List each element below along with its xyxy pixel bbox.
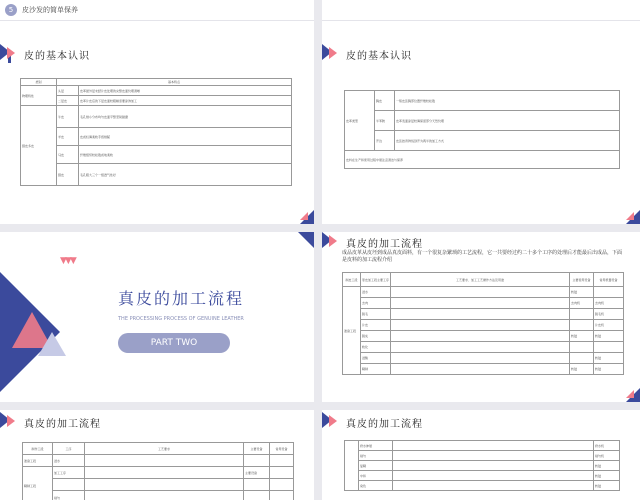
header-cell: 常用机器设备 — [594, 273, 624, 287]
device-cell: 转鼓 — [594, 481, 620, 491]
section-header-title: 皮沙发的简单保养 — [22, 6, 78, 14]
step-cell: 削匀 — [53, 491, 85, 500]
device-cell — [570, 320, 594, 331]
desc-cell — [391, 364, 570, 375]
device-cell — [244, 491, 270, 500]
section-title-cn: 真皮的加工流程 — [118, 289, 245, 308]
step-cell: 挤水伸展 — [359, 441, 393, 451]
table-header-row — [21, 79, 292, 86]
table-header-row — [23, 443, 294, 455]
table-row — [21, 164, 292, 186]
table-row — [345, 441, 620, 451]
desc-cell — [393, 461, 594, 471]
table-row — [23, 479, 294, 491]
table-row — [345, 471, 620, 481]
header-cell: 基本特点 — [57, 79, 292, 86]
table-row — [345, 451, 620, 461]
header-cell: 原皮加工段主要工序 — [361, 273, 391, 287]
machine-cell: 去肉机 — [594, 298, 624, 309]
desc-cell — [393, 451, 594, 461]
table-note-row — [345, 151, 620, 169]
step-cell: 浸水 — [53, 455, 85, 467]
header-cell: 主要使用设备 — [570, 273, 594, 287]
table-row — [345, 481, 620, 491]
slide-title: 皮的基本认识 — [346, 51, 412, 62]
table-row — [345, 461, 620, 471]
device-cell: 去肉机 — [570, 298, 594, 309]
table-row — [343, 331, 624, 342]
table-row — [23, 467, 294, 479]
sub-cell: 半苯胺 — [375, 111, 395, 131]
device-cell: 转鼓 — [594, 471, 620, 481]
text-cell: 皮质轻薄柔软手感细腻 — [79, 128, 292, 146]
sub-cell: 头层 — [57, 86, 79, 96]
table-row — [343, 364, 624, 375]
desc-cell — [391, 342, 570, 353]
step-cell — [53, 479, 85, 491]
stage-cell — [345, 441, 359, 491]
stage-cell: 准备工段 — [343, 287, 361, 375]
text-cell: 一般皮张胸部位置纤维较松散 — [395, 91, 620, 111]
category-cell: 猪皮多皮 — [21, 106, 57, 186]
step-cell: 软化 — [361, 342, 391, 353]
desc-cell — [85, 491, 244, 500]
corner-triangle-pink — [300, 212, 308, 220]
header-cell: 工艺要求、加工工艺操作方法及用途 — [391, 273, 570, 287]
title-triangle-pink — [329, 415, 337, 427]
table-row — [345, 131, 620, 151]
machine-cell — [270, 491, 294, 500]
table-row — [21, 146, 292, 164]
header-cell: 类别 — [21, 79, 57, 86]
machine-cell: 转鼓 — [594, 331, 624, 342]
desc-cell — [393, 481, 594, 491]
header-cell: 主要设备 — [244, 443, 270, 455]
table-row — [345, 91, 620, 111]
step-cell: 加工工序 — [53, 467, 85, 479]
machine-cell — [594, 287, 624, 298]
table-row — [23, 455, 294, 467]
slide-title: 真皮的加工流程 — [24, 419, 101, 430]
sub-cell: 胸皮 — [375, 91, 395, 111]
device-cell — [570, 309, 594, 320]
step-cell: 复鞣 — [359, 461, 393, 471]
device-cell — [570, 342, 594, 353]
sub-cell: 牛皮 — [57, 106, 79, 128]
device-cell — [570, 353, 594, 364]
slide-title: 真皮的加工流程 — [346, 419, 423, 430]
header-cell: 工序 — [53, 443, 85, 455]
device-cell: 转鼓 — [594, 461, 620, 471]
process-table — [344, 440, 620, 491]
leather-type-table — [344, 90, 620, 169]
table-row — [343, 342, 624, 353]
header-cell: 常用设备 — [270, 443, 294, 455]
step-cell: 脱毛 — [361, 309, 391, 320]
text-cell: 纤维组织较松散质地柔软 — [79, 146, 292, 164]
step-cell: 染色 — [359, 481, 393, 491]
slide-1[interactable] — [0, 0, 314, 224]
table-row — [343, 320, 624, 331]
device-cell: 转鼓 — [570, 287, 594, 298]
desc-cell — [85, 479, 244, 491]
step-cell: 片皮 — [361, 320, 391, 331]
machine-cell: 转鼓 — [594, 364, 624, 375]
step-cell: 浸水 — [361, 287, 391, 298]
note-cell: 皮料在生产和使用过程中须注意清洁与保养 — [345, 151, 620, 169]
device-cell: 主要设备 — [244, 467, 270, 479]
slide-title: 皮的基本认识 — [24, 51, 90, 62]
desc-cell — [85, 455, 244, 467]
table-row — [345, 111, 620, 131]
desc-cell — [85, 467, 244, 479]
table-row — [21, 106, 292, 128]
table-row — [343, 298, 624, 309]
process-table — [342, 272, 624, 375]
top-strip — [322, 0, 640, 21]
machine-cell — [270, 479, 294, 491]
header-cell: 工艺要求 — [85, 443, 244, 455]
basic-info-table — [20, 78, 292, 186]
cover-shape-lavender — [38, 332, 66, 356]
machine-cell: 脱毛机 — [594, 309, 624, 320]
table-row — [21, 128, 292, 146]
machine-cell — [270, 455, 294, 467]
corner-triangle-pink — [626, 212, 634, 220]
text-cell: 毛孔细小分布均匀皮面平整坚韧耐磨 — [79, 106, 292, 128]
section-number-badge: 5 — [5, 4, 17, 16]
step-cell: 鞣制 — [361, 364, 391, 375]
table-row — [343, 309, 624, 320]
section-title-en: THE PROCESSING PROCESS OF GENUINE LEATHER — [118, 316, 244, 322]
step-cell: 脱灰 — [361, 331, 391, 342]
device-cell: 削匀机 — [594, 451, 620, 461]
stage-cell: 鞣制工段 — [23, 467, 53, 500]
process-table — [22, 442, 294, 500]
corner-triangle-decoration — [298, 232, 314, 248]
stage-cell: 准备工段 — [23, 455, 53, 467]
table-row — [21, 86, 292, 96]
device-cell: 转鼓 — [570, 364, 594, 375]
title-triangle-pink — [7, 47, 15, 59]
header-cell: 制作工段 — [23, 443, 53, 455]
desc-cell — [391, 331, 570, 342]
desc-cell — [391, 298, 570, 309]
table-row — [23, 491, 294, 500]
desc-cell — [393, 441, 594, 451]
sub-cell: 马皮 — [57, 146, 79, 164]
step-cell: 浸酸 — [361, 353, 391, 364]
device-cell: 转鼓 — [570, 331, 594, 342]
step-cell: 削匀 — [359, 451, 393, 461]
header-cell: 制皮工段 — [343, 273, 361, 287]
text-cell: 皮革表面涂层较薄保留部分天然纹理 — [395, 111, 620, 131]
desc-cell — [391, 320, 570, 331]
category-cell: 物理特性 — [21, 86, 57, 106]
desc-cell — [391, 287, 570, 298]
table-row — [343, 353, 624, 364]
step-cell: 中和 — [359, 471, 393, 481]
title-triangle-pink — [329, 235, 337, 247]
sub-cell: 二层皮 — [57, 96, 79, 106]
machine-cell — [594, 342, 624, 353]
text-cell: 毛孔粗大三个一组透气性好 — [79, 164, 292, 186]
step-cell: 去肉 — [361, 298, 391, 309]
corner-triangle-pink — [626, 390, 634, 398]
slide-6[interactable] — [322, 410, 640, 500]
desc-cell — [391, 309, 570, 320]
text-cell: 皮革最外层未经片皮处理的完整皮面纹理清晰 — [79, 86, 292, 96]
machine-cell: 片皮机 — [594, 320, 624, 331]
sub-cell: 开边 — [375, 131, 395, 151]
device-cell: 挤水机 — [594, 441, 620, 451]
slide-4[interactable] — [322, 232, 640, 402]
table-row — [21, 96, 292, 106]
intro-paragraph: 成品皮革从皮坯到成品真皮面料，有一个很复杂繁琐的工艺流程，它一共要经过约二十多个工序的处理后才能最后出成品，下面是皮料的加工流程介绍 — [342, 250, 623, 263]
desc-cell — [391, 353, 570, 364]
title-triangle-pink — [7, 415, 15, 427]
table-row — [343, 287, 624, 298]
device-cell — [244, 479, 270, 491]
text-cell: 皮张按背脊线剖开为两半的加工方式 — [395, 131, 620, 151]
slide-title: 真皮的加工流程 — [346, 239, 423, 250]
slide-3-section-cover[interactable] — [0, 232, 314, 402]
table-header-row — [343, 273, 624, 287]
machine-cell: 转鼓 — [594, 353, 624, 364]
part-pill[interactable]: PART TWO — [118, 333, 230, 353]
slide-5[interactable] — [0, 410, 314, 500]
sub-cell: 羊皮 — [57, 128, 79, 146]
cover-top-triangles: ▼▼▼ — [60, 256, 75, 266]
text-cell: 皮革片皮后的下层皮面较粗糙需要涂饰加工 — [79, 96, 292, 106]
sub-cell: 猪皮 — [57, 164, 79, 186]
machine-cell — [270, 467, 294, 479]
desc-cell — [393, 471, 594, 481]
slide-2[interactable] — [322, 0, 640, 224]
category-cell: 皮革类型 — [345, 91, 375, 151]
device-cell — [244, 455, 270, 467]
title-triangle-pink — [329, 47, 337, 59]
